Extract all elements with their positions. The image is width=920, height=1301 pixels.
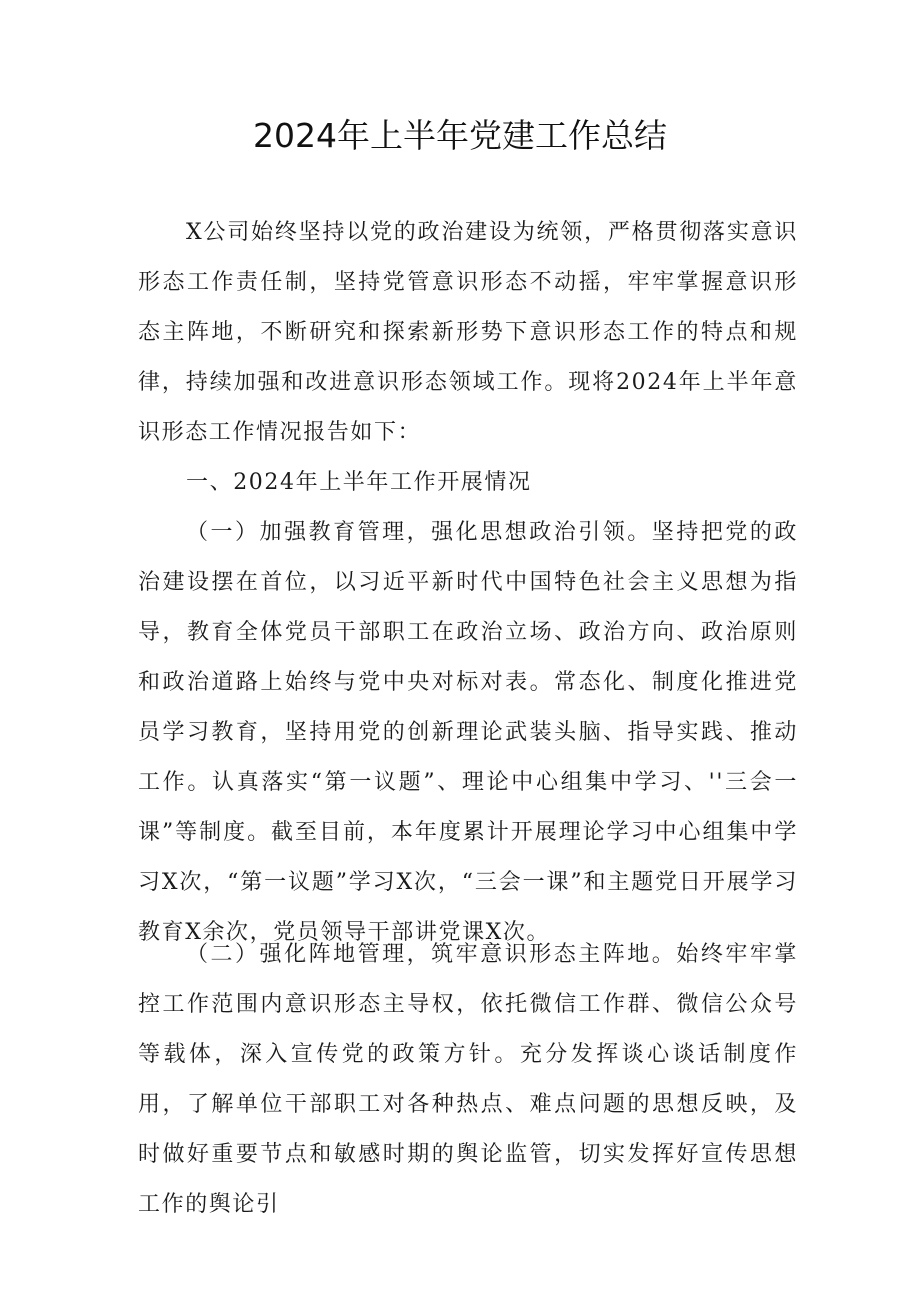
document-title: 2024年上半年党建工作总结 [253, 116, 667, 155]
section-heading: 一、2024年上半年工作开展情况 [186, 470, 532, 495]
intro-paragraph: X公司始终坚持以党的政治建设为统领，严格贯彻落实意识形态工作责任制，坚持党管意识形态不动摇，牢牢掌握意识形态主阵地，不断研究和探索新形势下意识形态工作的特点和规律，持续加强和改进意识形态领域工作。现将2024年上半年意识形态工作情况报告如下： [138, 220, 798, 445]
section-item-2: （二）强化阵地管理，筑牢意识形态主阵地。始终牢牢掌控工作范围内意识形态主导权，依托微信工作群、微信公众号等载体，深入宣传党的政策方针。充分发挥谈心谈话制度作用，了解单位干部职工对各种热点、难点问题的思想反映，及时做好重要节点和敏感时期的舆论监管，切实发挥好宣传思想工作的舆论引 [138, 942, 798, 1217]
section-item-1: （一）加强教育管理，强化思想政治引领。坚持把党的政治建设摆在首位，以习近平新时代中国特色社会主义思想为指导，教育全体党员干部职工在政治立场、政治方向、政治原则和政治道路上始终与党中央对标对表。常态化、制度化推进党员学习教育，坚持用党的创新理论武装头脑、指导实践、推动工作。认真落实“第一议题”、理论中心组集中学习、''三会一课”等制度。截至目前，本年度累计开展理论学习中心组集中学习X次，“第一议题”学习X次，“三会一课”和主题党日开展学习教育X余次，党员领导干部讲党课X次。 [138, 520, 798, 945]
